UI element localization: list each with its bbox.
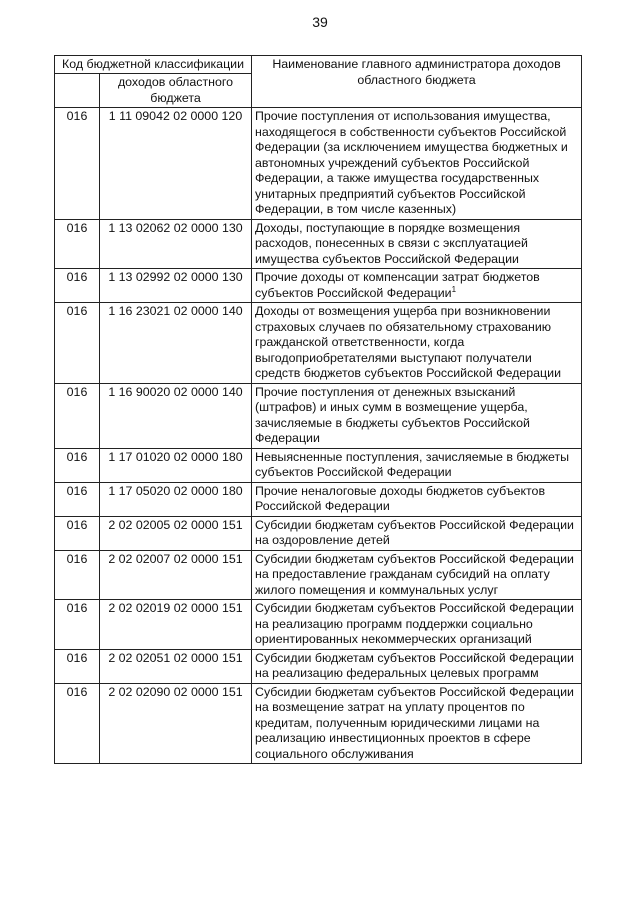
income-code-cell: 2 02 02090 02 0000 151 xyxy=(100,683,252,764)
income-code-cell: 1 13 02992 02 0000 130 xyxy=(100,269,252,303)
table-row xyxy=(55,649,582,683)
admin-code-cell: 016 xyxy=(55,448,100,482)
header-row xyxy=(55,56,582,74)
income-name-text: Субсидии бюджетам субъектов Российской Федерации на возмещение затрат на уплату процентов по кредитам, полученным юридическими лицами на реализацию инвестиционных проектов в сфере социального обслуживания xyxy=(255,684,574,761)
income-name-cell xyxy=(252,219,582,269)
income-name-text: Прочие поступления от использования имущества, находящегося в собственности субъектов Российской Федерации (за исключением имущества бюджетных и автономных учреждений субъектов Российской Федерации, а также имущества государственных унитарных предприятий субъектов Российской Федерации, в том числе казенных) xyxy=(255,109,568,216)
income-name-cell xyxy=(252,550,582,600)
admin-code-cell: 016 xyxy=(55,269,100,303)
income-name-text: Прочие доходы от компенсации затрат бюджетов субъектов Российской Федерации xyxy=(255,270,540,300)
admin-code-cell: 016 xyxy=(55,108,100,220)
income-name-cell xyxy=(252,269,582,303)
income-code-cell: 2 02 02051 02 0000 151 xyxy=(100,649,252,683)
admin-code-cell: 016 xyxy=(55,683,100,764)
income-name-text: Доходы от возмещения ущерба при возникновении страховых случаев по обязательному страхованию гражданской ответственности, когда выгодоприобретателями выступают получатели средств бюджетов субъектов Российской Федерации xyxy=(255,304,561,380)
budget-classification-table xyxy=(54,55,582,764)
table-row xyxy=(55,550,582,600)
income-code-cell: 2 02 02005 02 0000 151 xyxy=(100,516,252,550)
income-name-cell xyxy=(252,108,582,220)
income-code-cell: 1 16 23021 02 0000 140 xyxy=(100,303,252,384)
income-name-cell xyxy=(252,482,582,516)
table-row xyxy=(55,600,582,650)
income-code-cell: 1 11 09042 02 0000 120 xyxy=(100,108,252,220)
table-row xyxy=(55,303,582,384)
income-code-cell: 2 02 02019 02 0000 151 xyxy=(100,600,252,650)
page-number: 39 xyxy=(312,14,328,30)
header-income-code: доходов областного бюджета xyxy=(100,74,252,108)
admin-code-cell: 016 xyxy=(55,482,100,516)
table-body xyxy=(55,108,582,764)
table-row xyxy=(55,108,582,220)
header-admin-name: Наименование главного администратора доходов областного бюджета xyxy=(252,56,582,108)
income-name-cell xyxy=(252,649,582,683)
income-name-text: Прочие неналоговые доходы бюджетов субъектов Российской Федерации xyxy=(255,483,546,513)
income-name-cell xyxy=(252,303,582,384)
income-code-cell: 2 02 02007 02 0000 151 xyxy=(100,550,252,600)
admin-code-cell: 016 xyxy=(55,649,100,683)
income-name-text: Прочие поступления от денежных взысканий (штрафов) и иных сумм в возмещение ущерба, зачисляемые в бюджеты субъектов Российской Федерации xyxy=(255,384,530,445)
table-row xyxy=(55,448,582,482)
income-name-text: Невыясненные поступления, зачисляемые в бюджеты субъектов Российской Федерации xyxy=(255,449,570,479)
income-name-text: Доходы, поступающие в порядке возмещения расходов, понесенных в связи с эксплуатацией имущества субъектов Российской Федерации xyxy=(255,220,528,266)
income-name-cell xyxy=(252,448,582,482)
income-name-text: Субсидии бюджетам субъектов Российской Федерации на реализацию федеральных целевых программ xyxy=(255,650,574,680)
table-row xyxy=(55,516,582,550)
income-name-cell xyxy=(252,683,582,764)
table-row xyxy=(55,219,582,269)
admin-code-cell: 016 xyxy=(55,303,100,384)
table-row xyxy=(55,269,582,303)
income-name-cell xyxy=(252,516,582,550)
table-row xyxy=(55,482,582,516)
header-code-group: Код бюджетной классификации xyxy=(55,56,252,74)
income-name-cell xyxy=(252,383,582,448)
income-name-cell xyxy=(252,600,582,650)
footnote-marker: 1 xyxy=(451,284,457,294)
admin-code-cell: 016 xyxy=(55,516,100,550)
admin-code-cell: 016 xyxy=(55,383,100,448)
admin-code-cell: 016 xyxy=(55,219,100,269)
admin-code-cell: 016 xyxy=(55,600,100,650)
income-name-text: Субсидии бюджетам субъектов Российской Федерации на реализацию программ поддержки социально ориентированных некоммерческих организаций xyxy=(255,601,574,646)
income-code-cell: 1 16 90020 02 0000 140 xyxy=(100,383,252,448)
income-name-text: Субсидии бюджетам субъектов Российской Федерации на предоставление гражданам субсидий на оплату жилого помещения и коммунальных услуг xyxy=(255,551,574,597)
income-name-text: Субсидии бюджетам субъектов Российской Федерации на оздоровление детей xyxy=(255,517,574,547)
income-code-cell: 1 17 01020 02 0000 180 xyxy=(100,448,252,482)
admin-code-cell: 016 xyxy=(55,550,100,600)
table-row xyxy=(55,383,582,448)
income-code-cell: 1 13 02062 02 0000 130 xyxy=(100,219,252,269)
header-admin-code-cell xyxy=(55,74,100,108)
table-row xyxy=(55,683,582,764)
income-code-cell: 1 17 05020 02 0000 180 xyxy=(100,482,252,516)
